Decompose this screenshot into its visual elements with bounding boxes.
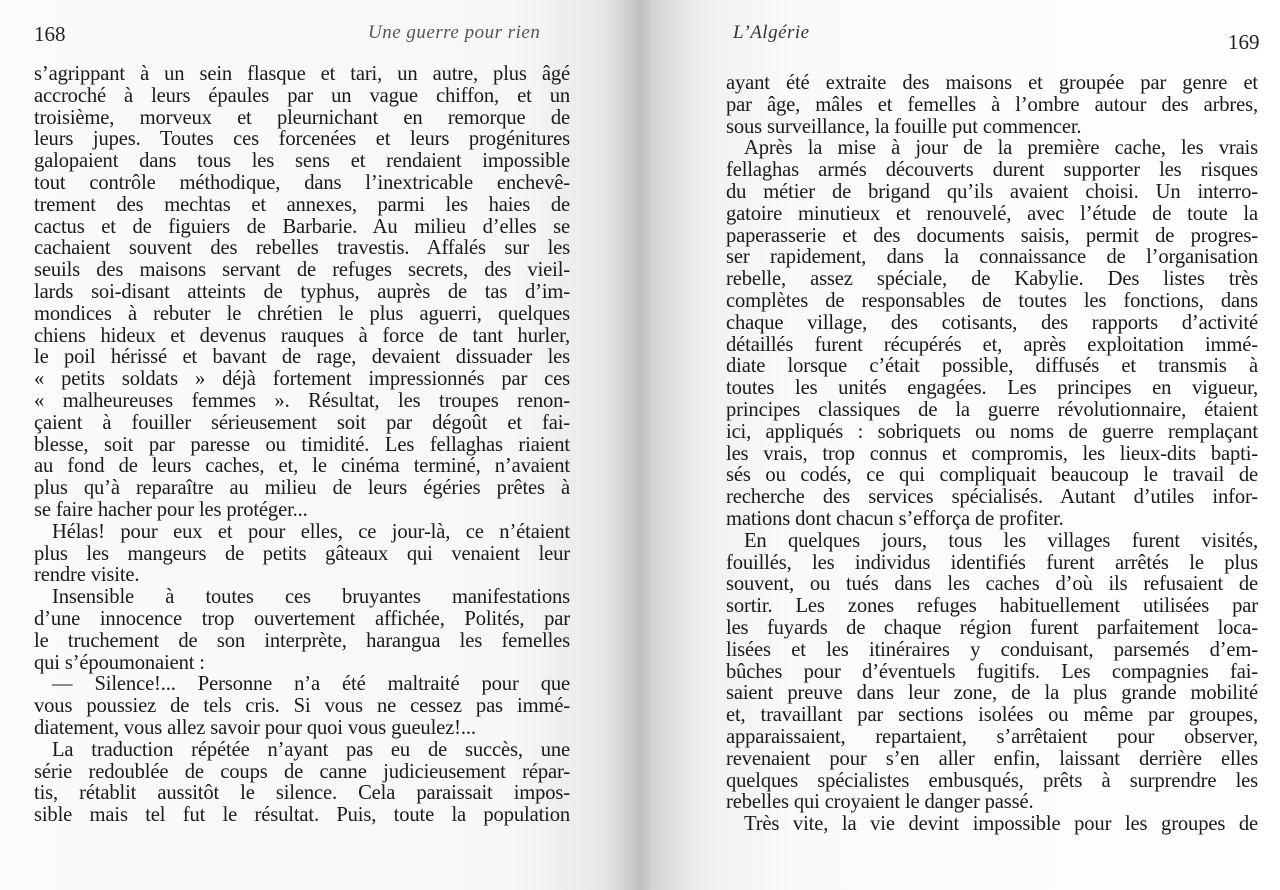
text-line: Après la mise à jour de la première cache, les vrais (744, 137, 1258, 160)
text-line: d’une innocence trop ouvertement affichée, Polités, par (34, 607, 570, 630)
text-line: par âge, mâles et femelles à l’ombre autour des arbres, (726, 93, 1258, 116)
text-line: complètes de responsables de toutes les fonctions, dans (726, 289, 1258, 312)
text-line: série redoublée de coups de canne judicieusement répar- (34, 760, 570, 783)
text-line: En quelques jours, tous les villages furent visités, (744, 529, 1258, 552)
text-line: fellaghas armés découverts durent supporter les risques (726, 159, 1258, 182)
text-line: lards soi-disant atteints de typhus, auprès de tas d’im- (34, 280, 570, 303)
right-page (640, 0, 1280, 890)
text-line: saient preuve dans leur zone, de la plus grande mobilité (726, 682, 1258, 705)
running-head: L’Algérie (733, 22, 810, 43)
text-line: chaque village, des cotisants, des rapports d’activité (726, 311, 1258, 334)
text-line: s’agrippant à un sein flasque et tari, un autre, plus âgé (34, 63, 570, 85)
text-line: le poil hérissé et bavant de rage, devaient dissuader les (34, 346, 570, 369)
text-line: au fond de leurs caches, et, le cinéma terminé, n’avaient (34, 455, 570, 478)
text-line: les fuyards de chaque région furent parfaitement loca- (726, 616, 1258, 639)
text-line: troisième, morveux et pleurnichant en remorque de (34, 106, 570, 129)
text-line: bûches pour d’éventuels fugitifs. Les compagnies fai- (726, 660, 1258, 683)
text-line: La traduction répétée n’ayant pas eu de succès, une (52, 738, 570, 761)
text-line: mondices à rebuter le chrétien le plus aguerri, quelques (34, 302, 570, 325)
running-head: Une guerre pour rien (368, 22, 541, 43)
text-line: galopaient dans tous les sens et rendaient impossible (34, 150, 570, 173)
text-line: sous surveillance, la fouille put commencer. (726, 115, 1082, 138)
text-line: et, travaillant par sections isolées ou même par groupes, (726, 704, 1258, 727)
text-line: ici, appliqués : sobriquets ou noms de guerre remplaçant (726, 420, 1258, 443)
text-line: quelques spécialistes embusqués, prêts à surprendre les (726, 769, 1258, 792)
text-line: se faire hacher pour les protéger... (34, 498, 308, 521)
text-line: toutes les unités engagées. Les principes en vigueur, (726, 377, 1258, 400)
text-line: Insensible à toutes ces bruyantes manifestations (52, 586, 570, 609)
text-line: diatement, vous allez savoir pour quoi vous gueulez!... (34, 716, 476, 739)
text-line: Très vite, la vie devint impossible pour les groupes de (744, 813, 1258, 836)
text-line: sés ou codés, ce qui compliquait beaucoup le travail de (726, 464, 1258, 487)
text-line: Hélas! pour eux et pour elles, ce jour-là, ce n’étaient (52, 520, 570, 543)
text-line: cactus et de figuiers de Barbarie. Au milieu d’elles se (34, 215, 570, 238)
text-line: leurs jupes. Toutes ces forcenées et leurs progénitures (34, 128, 570, 151)
page-number: 169 (1228, 30, 1260, 54)
text-line: fouillés, les individus identifiés furent arrêtés le plus (726, 551, 1258, 574)
text-line: ser rapidement, dans la connaissance de l’organisation (726, 246, 1258, 269)
body-text (34, 64, 570, 827)
text-line: gatoire minutieux et renouvelé, avec l’étude de toute la (726, 202, 1258, 225)
text-line: « malheureuses femmes ». Résultat, les troupes renon- (34, 389, 570, 412)
text-line: sortir. Les zones refuges habituellement utilisées par (726, 595, 1258, 618)
text-line: cachaient souvent des rebelles travestis. Affalés sur les (34, 237, 570, 260)
text-line: le truchement de son interprète, harangua les femelles (34, 629, 570, 652)
text-line: détaillés furent récupérés et, après exploitation immé- (726, 333, 1258, 356)
text-line: trement des mechtas et annexes, parmi les haies de (34, 193, 570, 216)
text-line: qui s’époumonaient : (34, 651, 205, 674)
text-line: apparaissaient, repartaient, s’arrêtaient pour observer, (726, 725, 1258, 748)
text-line: chiens hideux et devenus rauques à force de tant hurler, (34, 324, 570, 347)
text-line: plus qu’à reparaître au milieu de leurs égéries prêtes à (34, 477, 570, 500)
text-line: souvent, ou tués dans les caches d’où ils refusaient de (726, 573, 1258, 596)
text-line: rebelles qui croyaient le danger passé. (726, 791, 1034, 814)
text-line: ayant été extraite des maisons et groupée par genre et (726, 72, 1258, 94)
page-number: 168 (34, 22, 66, 46)
text-line: diate lorsque c’était possible, diffusés et transmis à (726, 355, 1258, 378)
body-text (726, 73, 1258, 836)
text-line: principes classiques de la guerre révolutionnaire, étaient (726, 398, 1258, 421)
text-line: vous poussiez de tels cris. Si vous ne cessez pas immé- (34, 695, 570, 718)
text-line: les vrais, trop connus et compromis, les lieux-dits bapti- (726, 442, 1258, 465)
text-line: « petits soldats » déjà fortement impressionnés par ces (34, 368, 570, 391)
text-line: rendre visite. (34, 564, 140, 587)
text-line: tout contrôle méthodique, dans l’inextricable enchevê- (34, 171, 570, 194)
text-line: recherche des services spécialisés. Autant d’utiles infor- (726, 486, 1258, 509)
text-line: du métier de brigand qu’ils avaient choisi. Un interro- (726, 180, 1258, 203)
text-line: mations dont chacun s’efforça de profiter. (726, 507, 1064, 530)
text-line: accroché à leurs épaules par un vague chiffon, et un (34, 84, 570, 107)
text-line: — Silence!... Personne n’a été maltraité pour que (52, 673, 570, 696)
text-line: seuils des maisons servant de refuges secrets, des vieil- (34, 259, 570, 282)
text-line: çaient à fouiller sérieusement soit par dégoût et fai- (34, 411, 570, 434)
text-line: lisées et les itinéraires y conduisant, parsemés d’em- (726, 638, 1258, 661)
text-line: paperasserie et des documents saisis, permit de progres- (726, 224, 1258, 247)
text-line: plus les mangeurs de petits gâteaux qui venaient leur (34, 542, 570, 565)
text-line: blesse, soit par paresse ou timidité. Les fellaghas riaient (34, 433, 570, 456)
text-line: rebelle, assez spéciale, de Kabylie. Des listes très (726, 268, 1258, 291)
text-line: tis, rétablit aussitôt le silence. Cela paraissait impos- (34, 782, 570, 805)
text-line: sible mais tel fut le résultat. Puis, toute la population (34, 804, 570, 827)
text-line: revenaient pour s’en aller enfin, laissant derrière elles (726, 747, 1258, 770)
